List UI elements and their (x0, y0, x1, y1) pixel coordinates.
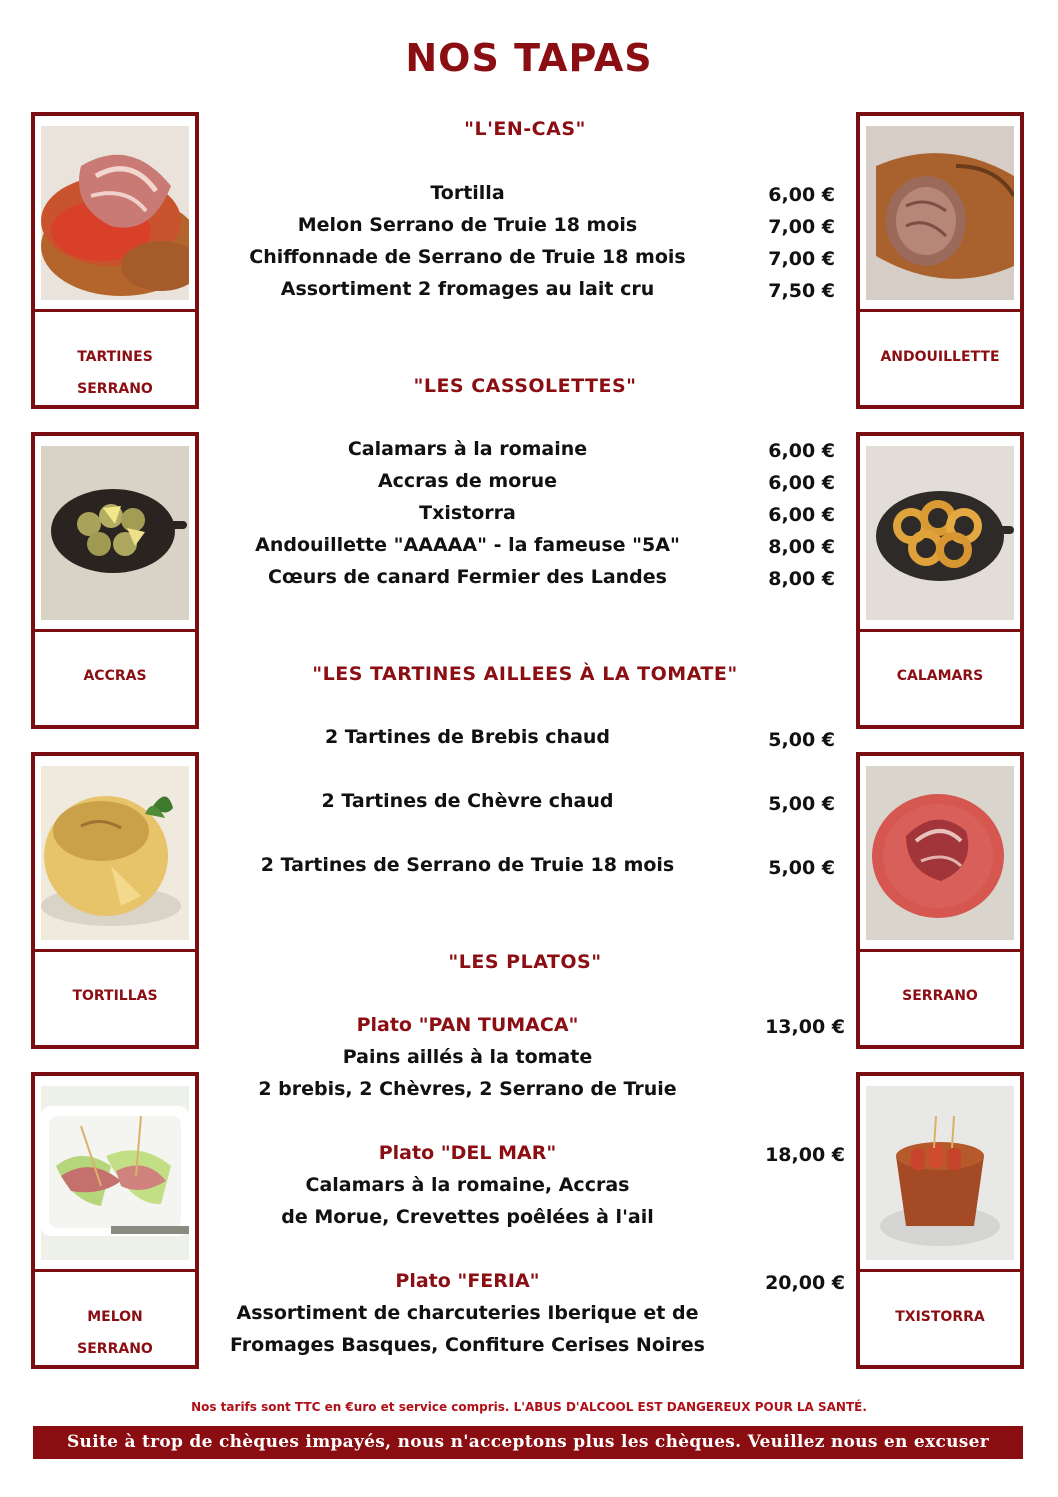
melon-serrano-photo (41, 1086, 189, 1260)
serrano-photo (866, 766, 1014, 940)
plato-price-feria: 20,00 € (765, 1272, 845, 1294)
plato-name-del-mar: Plato "DEL MAR" (378, 1142, 557, 1164)
menu-item-name: Accras de morue (377, 470, 558, 492)
menu-item-price: 6,00 € (768, 472, 835, 494)
photo-card-serrano (856, 752, 1024, 1049)
photo-label-andouillette: ANDOUILLETTE (880, 349, 1000, 365)
photo-card-txistorra (856, 1072, 1024, 1369)
photo-label-tortillas: TORTILLAS (72, 988, 158, 1004)
tax-footnote: Nos tarifs sont TTC en €uro et service compris. L'ABUS D'ALCOOL EST DANGEREUX POUR LA SANTÉ. (191, 1400, 867, 1414)
txistorra-photo (866, 1086, 1014, 1260)
photo-label-calamars: CALAMARS (896, 668, 984, 684)
menu-item-name: Andouillette "AAAAA" - la fameuse "5A" (255, 534, 680, 556)
page-title: NOS TAPAS (405, 36, 653, 80)
photo-label-serrano-right: SERRANO (902, 988, 978, 1004)
photo-label-accras: ACCRAS (83, 668, 147, 684)
plato-price-del-mar: 18,00 € (765, 1144, 845, 1166)
plato-name-feria: Plato "FERIA" (395, 1270, 540, 1292)
section-title-tartines: "LES TARTINES AILLEES À LA TOMATE" (312, 663, 738, 685)
photo-label-serrano: SERRANO (77, 381, 153, 397)
menu-item-price: 7,00 € (768, 216, 835, 238)
cheque-notice-banner: Suite à trop de chèques impayés, nous n'acceptons plus les chèques. Veuillez nous en excuser (33, 1426, 1023, 1459)
photo-card-accras (31, 432, 199, 729)
menu-item-name: 2 Tartines de Serrano de Truie 18 mois (260, 854, 675, 876)
photo-card-calamars (856, 432, 1024, 729)
photo-card-tortillas (31, 752, 199, 1049)
plato-name-pan-tumaca: Plato "PAN TUMACA" (356, 1014, 579, 1036)
plato-desc-line: Calamars à la romaine, Accras (305, 1174, 630, 1196)
section-title-cassolettes: "LES CASSOLETTES" (413, 375, 637, 397)
menu-item-price: 5,00 € (768, 793, 835, 815)
calamars-photo (866, 446, 1014, 620)
menu-item-name: 2 Tartines de Chèvre chaud (321, 790, 614, 812)
menu-item-name: Tortilla (430, 182, 505, 204)
plato-desc-line: 2 brebis, 2 Chèvres, 2 Serrano de Truie (258, 1078, 677, 1100)
menu-item-price: 6,00 € (768, 184, 835, 206)
tortilla-photo (41, 766, 189, 940)
menu-item-name: Melon Serrano de Truie 18 mois (297, 214, 638, 236)
menu-item-price: 5,00 € (768, 857, 835, 879)
photo-card-tartines-serrano (31, 112, 199, 409)
menu-item-price: 6,00 € (768, 504, 835, 526)
photo-label-melon: MELON (87, 1309, 143, 1325)
plato-price-pan-tumaca: 13,00 € (765, 1016, 845, 1038)
menu-item-price: 7,00 € (768, 248, 835, 270)
tartines-serrano-photo (41, 126, 189, 300)
andouillette-photo (866, 126, 1014, 300)
photo-label-txistorra: TXISTORRA (895, 1309, 985, 1325)
section-title-encas: "L'EN-CAS" (464, 118, 586, 140)
menu-item-price: 7,50 € (768, 280, 835, 302)
menu-item-price: 8,00 € (768, 568, 835, 590)
plato-desc-line: Assortiment de charcuteries Iberique et de (236, 1302, 699, 1324)
menu-item-price: 6,00 € (768, 440, 835, 462)
photo-card-melon-serrano (31, 1072, 199, 1369)
menu-item-name: Calamars à la romaine (347, 438, 588, 460)
accras-photo (41, 446, 189, 620)
menu-item-name: Txistorra (419, 502, 516, 524)
menu-item-price: 8,00 € (768, 536, 835, 558)
menu-item-name: 2 Tartines de Brebis chaud (324, 726, 611, 748)
menu-item-name: Cœurs de canard Fermier des Landes (268, 566, 667, 588)
plato-desc-line: Pains aillés à la tomate (342, 1046, 593, 1068)
section-title-platos: "LES PLATOS" (448, 951, 602, 973)
photo-label-melon-serrano: SERRANO (77, 1341, 153, 1357)
menu-item-price: 5,00 € (768, 729, 835, 751)
photo-label-tartines: TARTINES (77, 349, 153, 365)
plato-desc-line: Fromages Basques, Confiture Cerises Noires (230, 1334, 705, 1356)
plato-desc-line: de Morue, Crevettes poêlées à l'ail (281, 1206, 654, 1228)
menu-item-name: Assortiment 2 fromages au lait cru (280, 278, 655, 300)
menu-item-name: Chiffonnade de Serrano de Truie 18 mois (249, 246, 686, 268)
photo-card-andouillette (856, 112, 1024, 409)
